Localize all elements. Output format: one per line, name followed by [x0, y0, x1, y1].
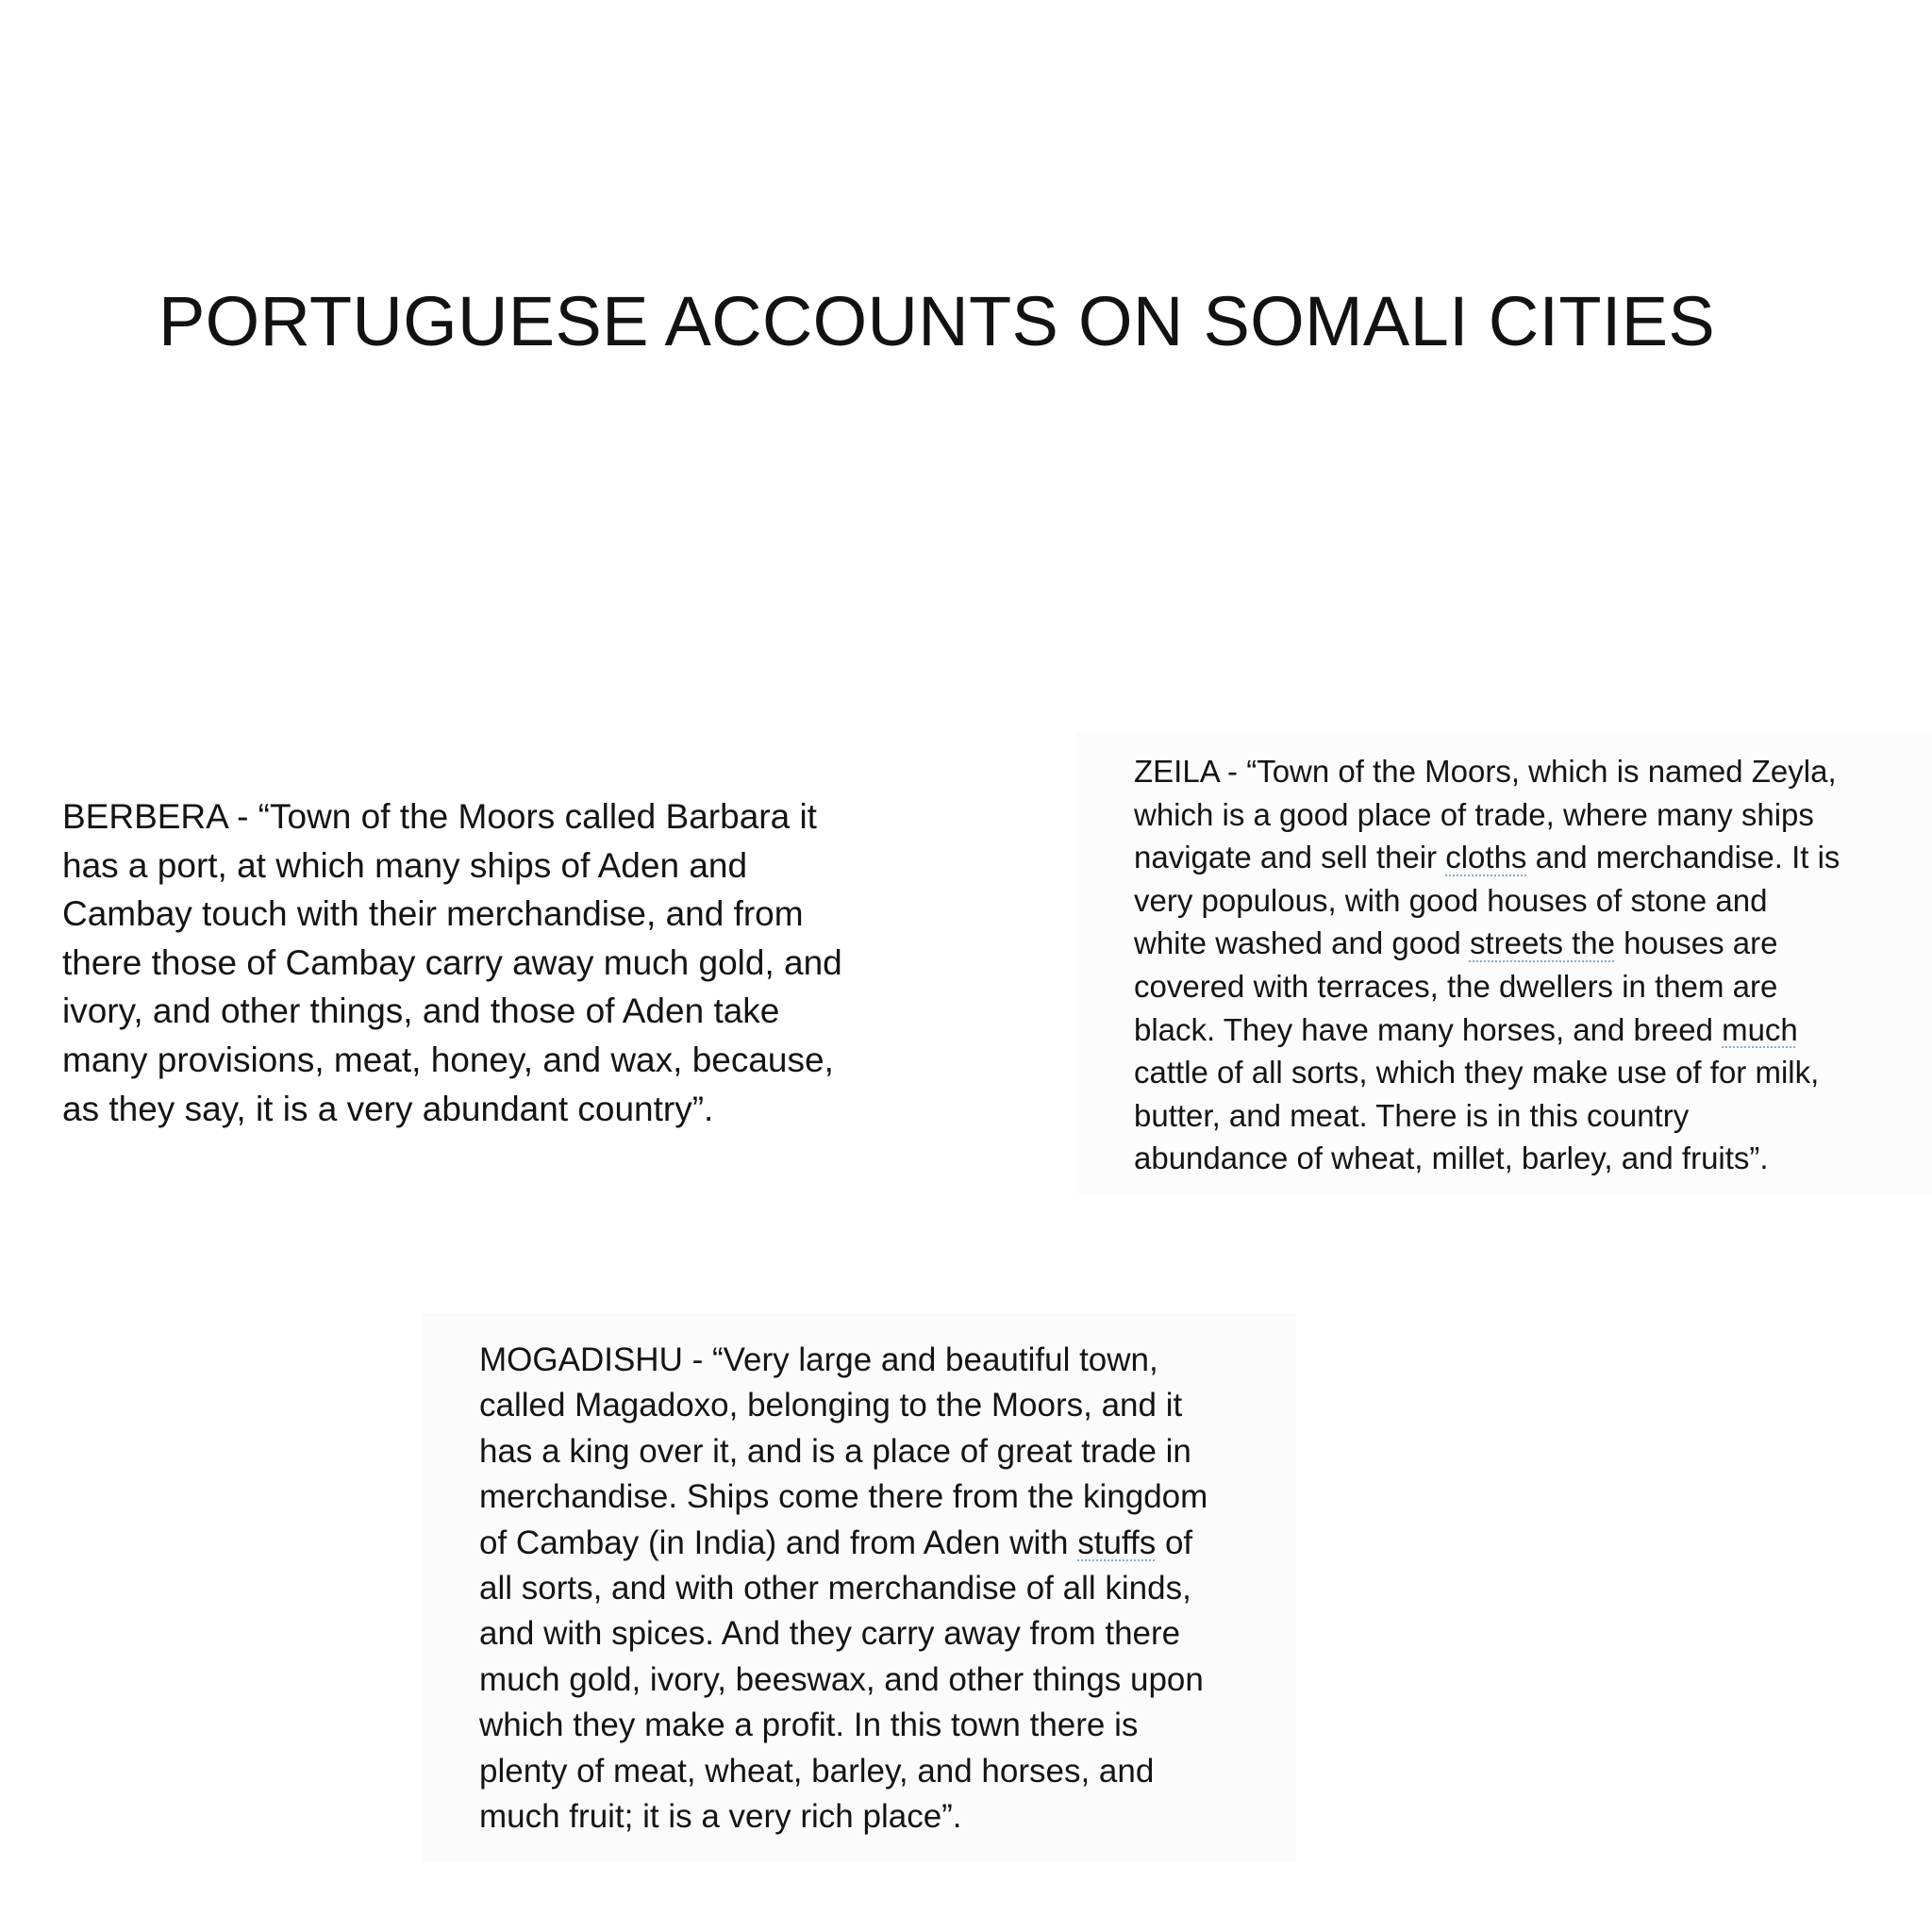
berbera-line: has a port, at which many ships of Aden and — [62, 845, 748, 885]
zeila-line: cattle of all sorts, which they make use of for milk, — [1134, 1055, 1820, 1091]
mogadishu-line: MOGADISHU - “Very large and beautiful town, — [479, 1341, 1158, 1378]
mogadishu-line — [479, 1521, 1296, 1566]
mogadishu-line: merchandise. Ships come there from the kingdom — [479, 1478, 1208, 1516]
zeila-line: very populous, with good houses of stone and — [1134, 882, 1768, 918]
mogadishu-account — [421, 1313, 1296, 1862]
zeila-line — [1134, 836, 1932, 879]
zeila-underlined-word: much — [1722, 1011, 1798, 1047]
page-title: PORTUGUESE ACCOUNTS ON SOMALI CITIES — [158, 282, 1716, 360]
berbera-line: there those of Cambay carry away much gold, and — [62, 942, 842, 982]
zeila-line: covered with terraces, the dwellers in them are — [1134, 968, 1778, 1004]
berbera-line: BERBERA - “Town of the Moors called Barbara it — [62, 797, 817, 836]
mogadishu-line: much gold, ivory, beeswax, and other things upon — [479, 1660, 1204, 1698]
berbera-line: as they say, it is a very abundant country”. — [62, 1089, 714, 1128]
zeila-line: butter, and meat. There is in this country — [1134, 1097, 1690, 1133]
zeila-account — [1075, 731, 1932, 1193]
berbera-account — [62, 792, 911, 1141]
mogadishu-line: has a king over it, and is a place of great trade in — [479, 1432, 1191, 1470]
mogadishu-line: which they make a profit. In this town there is — [479, 1707, 1139, 1744]
berbera-line: many provisions, meat, honey, and wax, because, — [62, 1040, 834, 1079]
zeila-line — [1134, 922, 1932, 965]
zeila-line: abundance of wheat, millet, barley, and fruits”. — [1134, 1141, 1769, 1176]
mogadishu-line: called Magadoxo, belonging to the Moors, and it — [479, 1387, 1183, 1424]
zeila-text: white washed and good — [1134, 925, 1470, 961]
mogadishu-line: much fruit; it is a very rich place”. — [479, 1798, 962, 1836]
zeila-line: which is a good place of trade, where many ships — [1134, 796, 1814, 832]
zeila-line: ZEILA - “Town of the Moors, which is named Zeyla, — [1134, 754, 1837, 789]
zeila-text: houses are — [1615, 925, 1778, 961]
berbera-line: Cambay touch with their merchandise, and from — [62, 894, 804, 934]
zeila-underlined-word: cloths — [1445, 840, 1527, 875]
zeila-text: black. They have many horses, and breed — [1134, 1011, 1723, 1047]
zeila-underlined-word: streets the — [1469, 925, 1616, 961]
mogadishu-line: plenty of meat, wheat, barley, and horses, and — [479, 1752, 1155, 1790]
mogadishu-text: of — [1156, 1524, 1193, 1561]
mogadishu-underlined-word: stuffs — [1077, 1524, 1157, 1561]
mogadishu-line: and with spices. And they carry away from there — [479, 1615, 1181, 1653]
zeila-line — [1134, 1008, 1932, 1052]
berbera-line: ivory, and other things, and those of Aden take — [62, 991, 780, 1031]
mogadishu-line: all sorts, and with other merchandise of all kinds, — [479, 1570, 1191, 1607]
zeila-text: navigate and sell their — [1134, 840, 1446, 875]
zeila-text: and merchandise. It is — [1526, 840, 1840, 875]
mogadishu-text: of Cambay (in India) and from Aden with — [479, 1524, 1078, 1561]
